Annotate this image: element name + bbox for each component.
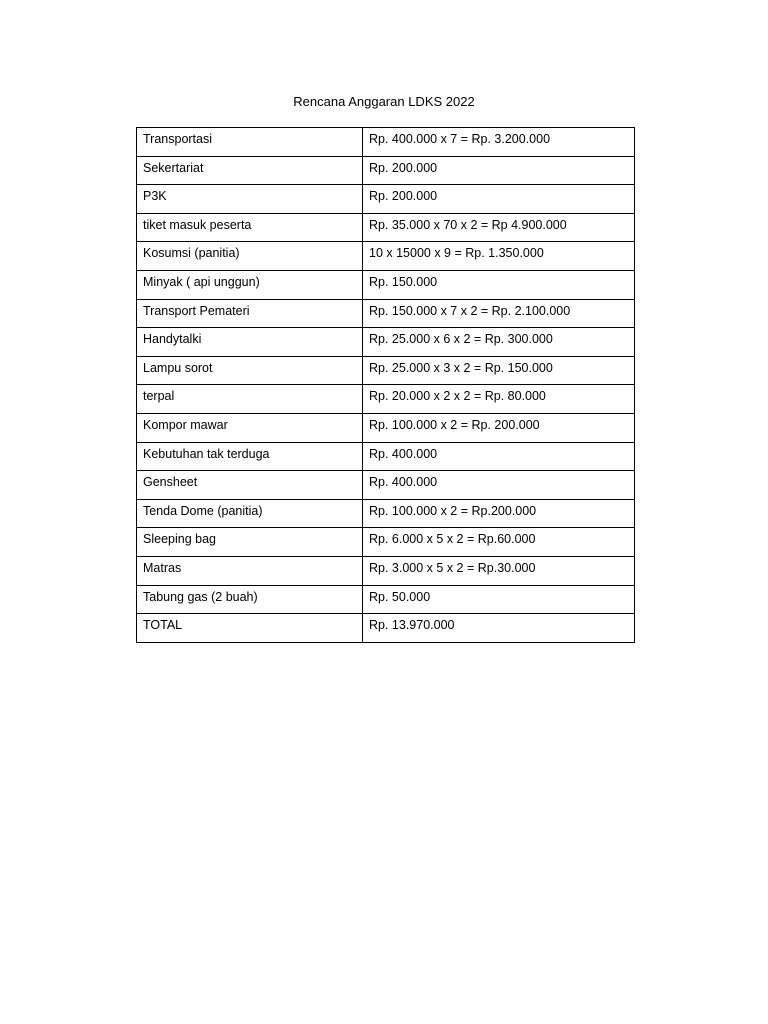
table-row xyxy=(137,270,635,299)
cost-cell: Rp. 25.000 x 3 x 2 = Rp. 150.000 xyxy=(363,356,635,385)
cost-cell: Rp. 200.000 xyxy=(363,185,635,214)
cost-cell: Rp. 50.000 xyxy=(363,585,635,614)
total-row xyxy=(137,614,635,643)
table-row xyxy=(137,385,635,414)
item-cell: Sleeping bag xyxy=(137,528,363,557)
item-cell: P3K xyxy=(137,185,363,214)
page-title: Rencana Anggaran LDKS 2022 xyxy=(293,94,475,109)
table-row xyxy=(137,471,635,500)
cost-cell: Rp. 3.000 x 5 x 2 = Rp.30.000 xyxy=(363,556,635,585)
cost-cell: Rp. 400.000 xyxy=(363,471,635,500)
item-cell: Sekertariat xyxy=(137,156,363,185)
item-cell: Lampu sorot xyxy=(137,356,363,385)
table-row xyxy=(137,128,635,157)
item-cell: Handytalki xyxy=(137,328,363,357)
table-row xyxy=(137,242,635,271)
cost-cell: Rp. 35.000 x 70 x 2 = Rp 4.900.000 xyxy=(363,213,635,242)
item-cell: Tabung gas (2 buah) xyxy=(137,585,363,614)
item-cell: Tenda Dome (panitia) xyxy=(137,499,363,528)
table-row xyxy=(137,442,635,471)
table-row xyxy=(137,499,635,528)
table-row xyxy=(137,328,635,357)
table-row xyxy=(137,556,635,585)
item-cell: Transport Pemateri xyxy=(137,299,363,328)
item-cell: tiket masuk peserta xyxy=(137,213,363,242)
total-value-cell: Rp. 13.970.000 xyxy=(363,614,635,643)
table-row xyxy=(137,299,635,328)
item-cell: terpal xyxy=(137,385,363,414)
cost-cell: Rp. 400.000 x 7 = Rp. 3.200.000 xyxy=(363,128,635,157)
table-row xyxy=(137,213,635,242)
item-cell: Minyak ( api unggun) xyxy=(137,270,363,299)
cost-cell: Rp. 400.000 xyxy=(363,442,635,471)
cost-cell: Rp. 100.000 x 2 = Rp.200.000 xyxy=(363,499,635,528)
item-cell: Kompor mawar xyxy=(137,413,363,442)
item-cell: Transportasi xyxy=(137,128,363,157)
item-cell: Matras xyxy=(137,556,363,585)
cost-cell: Rp. 150.000 x 7 x 2 = Rp. 2.100.000 xyxy=(363,299,635,328)
table-row xyxy=(137,156,635,185)
table-row xyxy=(137,528,635,557)
cost-cell: Rp. 200.000 xyxy=(363,156,635,185)
budget-table xyxy=(136,127,635,643)
table-row xyxy=(137,356,635,385)
cost-cell: Rp. 6.000 x 5 x 2 = Rp.60.000 xyxy=(363,528,635,557)
cost-cell: Rp. 25.000 x 6 x 2 = Rp. 300.000 xyxy=(363,328,635,357)
item-cell: Kebutuhan tak terduga xyxy=(137,442,363,471)
cost-cell: Rp. 100.000 x 2 = Rp. 200.000 xyxy=(363,413,635,442)
table-row xyxy=(137,585,635,614)
cost-cell: 10 x 15000 x 9 = Rp. 1.350.000 xyxy=(363,242,635,271)
total-label-cell: TOTAL xyxy=(137,614,363,643)
table-row xyxy=(137,185,635,214)
cost-cell: Rp. 150.000 xyxy=(363,270,635,299)
item-cell: Kosumsi (panitia) xyxy=(137,242,363,271)
item-cell: Gensheet xyxy=(137,471,363,500)
table-row xyxy=(137,413,635,442)
cost-cell: Rp. 20.000 x 2 x 2 = Rp. 80.000 xyxy=(363,385,635,414)
